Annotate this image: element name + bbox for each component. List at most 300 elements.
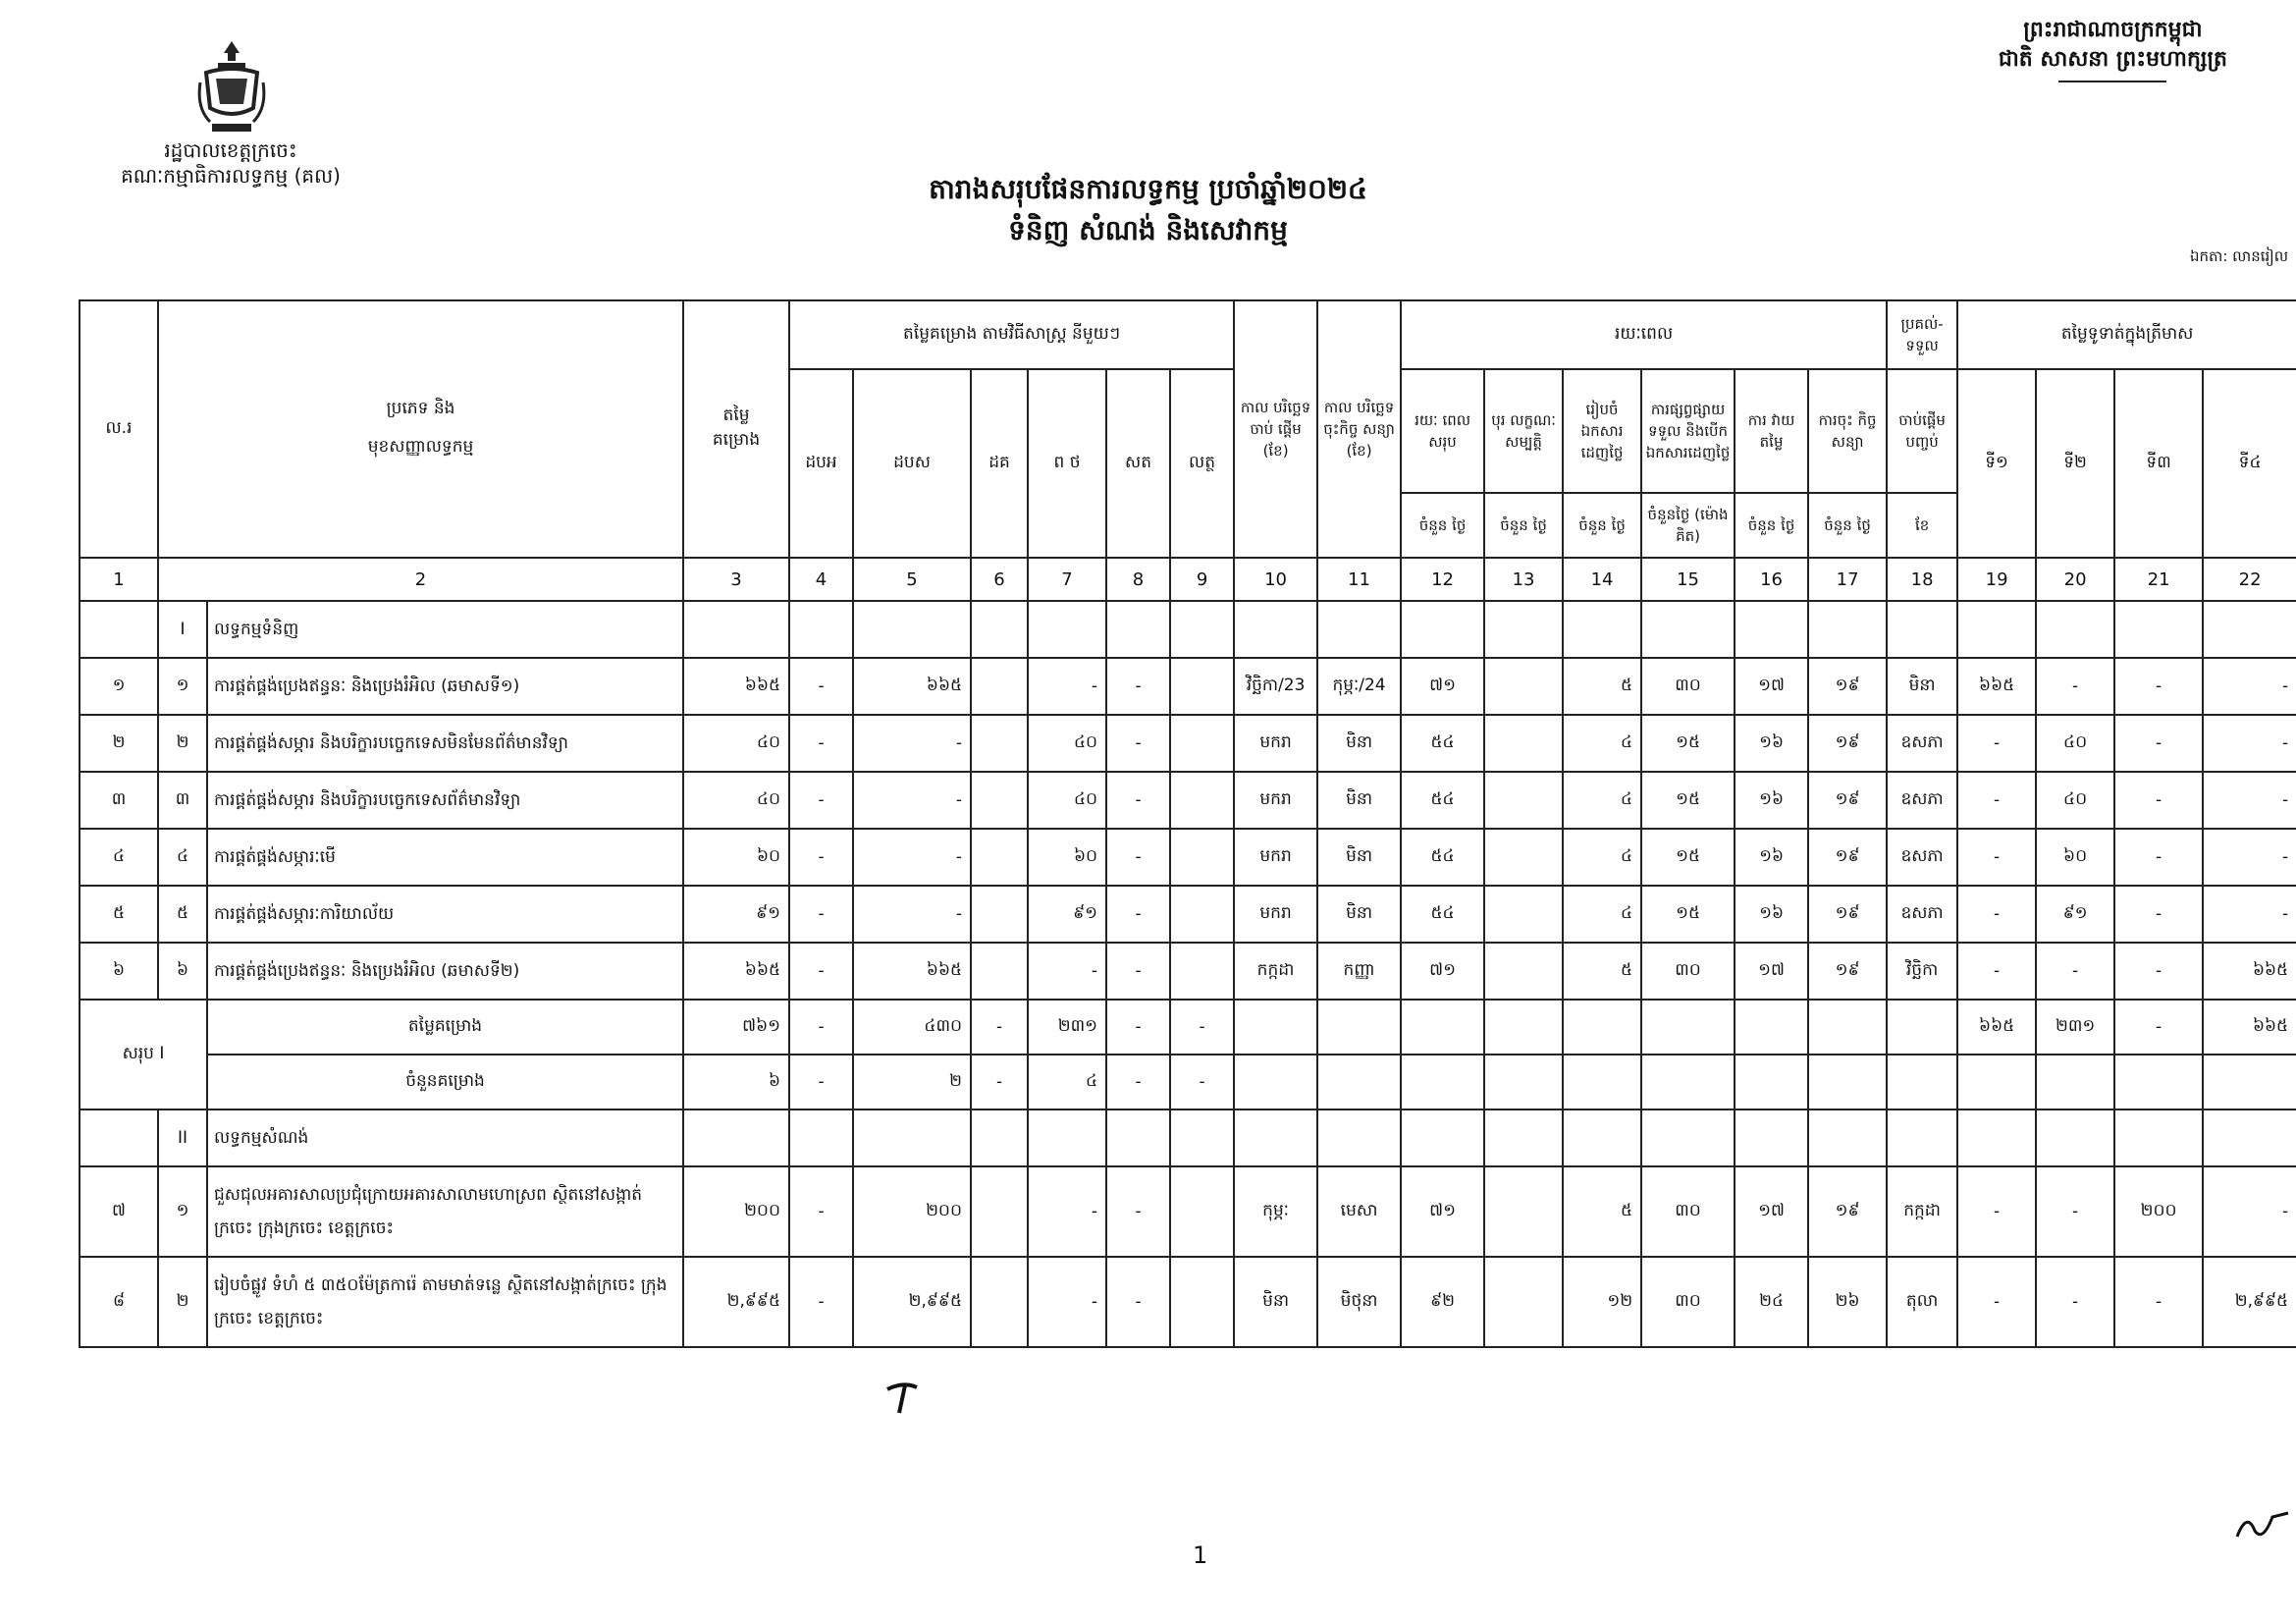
col-5-header: ដបស [853, 369, 971, 558]
cell-d16: ១៧ [1735, 658, 1808, 715]
cell-m4: - [789, 829, 853, 886]
empty-cell [971, 1109, 1028, 1166]
cell-m4: - [789, 1166, 853, 1257]
type-header-line-2: មុខសញ្ញាលទ្ធកម្ម [367, 437, 474, 457]
empty-cell [2036, 1109, 2114, 1166]
cell-sign: មិនា [1317, 829, 1401, 886]
empty-cell [2036, 1055, 2114, 1109]
cell-q2: - [2036, 943, 2114, 1000]
col-15-unit: ចំនួនថ្ងៃ (ម៉ោងគិត) [1641, 493, 1735, 558]
cell-q4: - [2203, 715, 2296, 772]
cell-q1: ៦៦៥ [1957, 658, 2036, 715]
empty-cell [1170, 601, 1234, 658]
cell-d17: ១៩ [1808, 772, 1887, 829]
cell-q1: - [1957, 943, 2036, 1000]
section-title: លទ្ធកម្មសំណង់ [207, 1109, 683, 1166]
col-17-unit: ចំនួន ថ្ងៃ [1808, 493, 1887, 558]
col-number: 20 [2036, 558, 2114, 601]
col-number: 14 [1563, 558, 1641, 601]
cell-sub: ៦ [158, 943, 207, 1000]
cell-p18: ឧសភា [1887, 772, 1957, 829]
cell-sign: មិថុនា [1317, 1257, 1401, 1347]
empty-cell [1887, 1055, 1957, 1109]
empty-cell [1808, 601, 1887, 658]
cell-q4: - [2203, 772, 2296, 829]
cell-q4: - [2203, 886, 2296, 943]
cell-price: ៤០ [683, 715, 789, 772]
empty-cell [1957, 1055, 2036, 1109]
cell-desc: ការផ្គត់ផ្គង់សម្ភារ និងបរិក្ខារបច្ចេកទេសព័ត៌មានវិទ្យា [207, 772, 683, 829]
empty-cell [1484, 1000, 1563, 1055]
empty-cell [1641, 1000, 1735, 1055]
cell-q3: - [2114, 943, 2203, 1000]
cell-m5: ២០០ [853, 1166, 971, 1257]
price-header-line-2: គម្រោង [712, 430, 761, 450]
cell-sign: មិនា [1317, 772, 1401, 829]
cell-p18: ឧសភា [1887, 715, 1957, 772]
empty-cell [1735, 601, 1808, 658]
cell-sub: ២ [158, 1257, 207, 1347]
cell-m6 [971, 943, 1028, 1000]
total-q2: ២៣១ [2036, 1000, 2114, 1055]
cell-d13 [1484, 886, 1563, 943]
cell-q3: - [2114, 658, 2203, 715]
cell-d15: ១៥ [1641, 772, 1735, 829]
header-row-1 [80, 300, 2296, 369]
empty-cell [1563, 601, 1641, 658]
cell-d14: ៤ [1563, 829, 1641, 886]
cell-d17: ១៩ [1808, 943, 1887, 1000]
count-m8: - [1106, 1055, 1170, 1109]
cell-m9 [1170, 943, 1234, 1000]
cell-q2: - [2036, 658, 2114, 715]
total-q4: ៦៦៥ [2203, 1000, 2296, 1055]
cell-q2: ៩១ [2036, 886, 2114, 943]
cell-m5: - [853, 715, 971, 772]
cell-q4: - [2203, 658, 2296, 715]
duration-group-header: រយៈពេល [1401, 300, 1887, 369]
col-21-header: ទី៣ [2114, 369, 2203, 558]
empty-cell [1735, 1000, 1808, 1055]
table-row [80, 1257, 2296, 1347]
empty-cell [1484, 601, 1563, 658]
cell-no: ៣ [80, 772, 158, 829]
col-20-header: ទី២ [2036, 369, 2114, 558]
col-number: 17 [1808, 558, 1887, 601]
admin-line-2: គណៈកម្មាធិការលទ្ធកម្ម (គល) [121, 164, 341, 188]
empty-cell [853, 1109, 971, 1166]
col-number: 7 [1028, 558, 1106, 601]
col-12-unit: ចំនួន ថ្ងៃ [1401, 493, 1484, 558]
col-number: 16 [1735, 558, 1808, 601]
cell-no: ៤ [80, 829, 158, 886]
empty-cell [1234, 601, 1317, 658]
cell-m6 [971, 1257, 1028, 1347]
cell-m5: ៦៦៥ [853, 943, 971, 1000]
cell-desc: ការផ្គត់ផ្គង់ប្រេងឥន្ធនៈ និងប្រេងរំអិល (ឆមាសទី១) [207, 658, 683, 715]
cell-d13 [1484, 1166, 1563, 1257]
empty-cell [1563, 1109, 1641, 1166]
cell-sign: មិនា [1317, 715, 1401, 772]
empty-cell [1170, 1109, 1234, 1166]
col-12-header: រយៈ ពេល សរុប [1401, 369, 1484, 493]
cell-d12: ៥៤ [1401, 715, 1484, 772]
section-roman: I [158, 601, 207, 658]
empty-cell [1641, 1055, 1735, 1109]
empty-cell [1234, 1055, 1317, 1109]
motto-divider [2058, 81, 2166, 82]
summary-total-row [80, 1000, 2296, 1055]
col-14-header: រៀបចំ ឯកសារ ដេញថ្លៃ [1563, 369, 1641, 493]
total-m4: - [789, 1000, 853, 1055]
cell-d13 [1484, 772, 1563, 829]
cell-m9 [1170, 1166, 1234, 1257]
col-18-header-top: ប្រគល់-ទទួល [1887, 300, 1957, 369]
unit-label: ឯកតា: លានរៀល [2190, 247, 2288, 265]
procurement-plan-table [79, 299, 2296, 1348]
cell-d13 [1484, 658, 1563, 715]
cell-d14: ១២ [1563, 1257, 1641, 1347]
empty-cell [1234, 1000, 1317, 1055]
cell-desc: ការផ្គត់ផ្គង់ប្រេងឥន្ធនៈ និងប្រេងរំអិល (ឆមាសទី២) [207, 943, 683, 1000]
cell-m8: - [1106, 829, 1170, 886]
table-row [80, 1166, 2296, 1257]
cell-d12: ៩២ [1401, 1257, 1484, 1347]
cell-q2: ៤០ [2036, 715, 2114, 772]
col-number: 2 [158, 558, 683, 601]
col-number: 10 [1234, 558, 1317, 601]
cell-d15: ៣០ [1641, 943, 1735, 1000]
cell-sub: ៤ [158, 829, 207, 886]
quarter-group-header: តម្លៃទូទាត់ក្នុងត្រីមាស [1957, 300, 2296, 369]
cell-m8: - [1106, 772, 1170, 829]
cell-d16: ១៦ [1735, 829, 1808, 886]
cell-m6 [971, 772, 1028, 829]
cell-desc: ជួសជុលអគារសាលប្រជុំក្រោយអគារសាលាមហោស្រព ស្ថិតនៅសង្កាត់ក្រចេះ ក្រុងក្រចេះ ខេត្តក្រចេះ [207, 1166, 683, 1257]
cell-price: ៩១ [683, 886, 789, 943]
cell-d14: ៥ [1563, 658, 1641, 715]
col-22-header: ទី៤ [2203, 369, 2296, 558]
count-m7: ៤ [1028, 1055, 1106, 1109]
empty-cell [1563, 1055, 1641, 1109]
cell-p18: តុលា [1887, 1257, 1957, 1347]
cell-m6 [971, 1166, 1028, 1257]
cell-sub: ១ [158, 658, 207, 715]
cell-m9 [1170, 715, 1234, 772]
cell-start: វិច្ឆិកា/23 [1234, 658, 1317, 715]
cell-m8: - [1106, 943, 1170, 1000]
empty-cell [1808, 1109, 1887, 1166]
empty-cell [2203, 1055, 2296, 1109]
cell-price: ៦៦៥ [683, 943, 789, 1000]
col-number: 18 [1887, 558, 1957, 601]
cell-p18: មិនា [1887, 658, 1957, 715]
empty-cell [2114, 601, 2203, 658]
cell-d13 [1484, 1257, 1563, 1347]
cell-m8: - [1106, 886, 1170, 943]
cell-q1: - [1957, 1166, 2036, 1257]
kingdom-line-1: ព្រះរាជាណាចក្រកម្ពុជា [2023, 18, 2203, 42]
cell-m5: - [853, 772, 971, 829]
cell-no: ៨ [80, 1257, 158, 1347]
cell-m7: ៩១ [1028, 886, 1106, 943]
empty-cell [1401, 1109, 1484, 1166]
empty-cell [1641, 601, 1735, 658]
cell-m7: ៦០ [1028, 829, 1106, 886]
total-price: ៧៦១ [683, 1000, 789, 1055]
cell-m8: - [1106, 1257, 1170, 1347]
cell-m5: ២,៩៩៥ [853, 1257, 971, 1347]
signature-mark-icon [2233, 1507, 2292, 1542]
cell-p18: ឧសភា [1887, 829, 1957, 886]
empty-cell [1735, 1055, 1808, 1109]
cell-q3: - [2114, 772, 2203, 829]
cell-m4: - [789, 943, 853, 1000]
count-m5: ២ [853, 1055, 971, 1109]
cell-q1: - [1957, 886, 2036, 943]
cell-m4: - [789, 772, 853, 829]
column-number-row [80, 558, 2296, 601]
cell-d16: ១៦ [1735, 886, 1808, 943]
cell-m7: - [1028, 943, 1106, 1000]
total-m5: ៤៣០ [853, 1000, 971, 1055]
col-17-header: ការចុះ កិច្ច សន្យា [1808, 369, 1887, 493]
table-row [80, 886, 2296, 943]
cell-m9 [1170, 886, 1234, 943]
empty-cell [683, 601, 789, 658]
empty-cell [789, 1109, 853, 1166]
cell-d16: ១៦ [1735, 772, 1808, 829]
cell-no: ៥ [80, 886, 158, 943]
cell-q2: - [2036, 1166, 2114, 1257]
col-18-unit: ខែ [1887, 493, 1957, 558]
col-number: 13 [1484, 558, 1563, 601]
cell-m4: - [789, 658, 853, 715]
section-heading-row [80, 1109, 2296, 1166]
cell-d17: ១៩ [1808, 829, 1887, 886]
empty-cell [1887, 601, 1957, 658]
col-number: 1 [80, 558, 158, 601]
cell-sign: មេសា [1317, 1166, 1401, 1257]
empty-cell [1028, 601, 1106, 658]
col-no-header: ល.រ [80, 300, 158, 558]
col-number: 21 [2114, 558, 2203, 601]
cell-sub: ១ [158, 1166, 207, 1257]
empty-cell [1957, 1109, 2036, 1166]
cell-sign: មិនា [1317, 886, 1401, 943]
cell-m7: ៤០ [1028, 772, 1106, 829]
cell-d12: ៧១ [1401, 1166, 1484, 1257]
col-8-header: សត [1106, 369, 1170, 558]
cell-d15: ៣០ [1641, 658, 1735, 715]
cell-d14: ៤ [1563, 715, 1641, 772]
cell-q3: ២០០ [2114, 1166, 2203, 1257]
cell-m6 [971, 886, 1028, 943]
col-start-header: កាល បរិច្ឆេទ ចាប់ ផ្ដើម (ខែ) [1234, 300, 1317, 558]
title-line-2: ទំនិញ សំណង់ និងសេវាកម្ម [1008, 214, 1288, 246]
price-header-line-1: តម្លៃ [722, 406, 750, 425]
total-m8: - [1106, 1000, 1170, 1055]
cell-price: ២០០ [683, 1166, 789, 1257]
cell-d16: ២៤ [1735, 1257, 1808, 1347]
cell-q1: - [1957, 715, 2036, 772]
cell-m7: - [1028, 658, 1106, 715]
cell-m9 [1170, 829, 1234, 886]
empty-cell [80, 601, 158, 658]
section-heading-row [80, 601, 2296, 658]
cell-m9 [1170, 1257, 1234, 1347]
col-16-header: ការ វាយ តម្លៃ [1735, 369, 1808, 493]
summary-label: សរុប I [80, 1000, 207, 1109]
cell-p18: ឧសភា [1887, 886, 1957, 943]
empty-cell [1028, 1109, 1106, 1166]
col-13-unit: ចំនួន ថ្ងៃ [1484, 493, 1563, 558]
cell-d14: ៥ [1563, 1166, 1641, 1257]
col-number: 22 [2203, 558, 2296, 601]
cell-d12: ៧១ [1401, 943, 1484, 1000]
empty-cell [1317, 1000, 1401, 1055]
cell-q1: - [1957, 1257, 2036, 1347]
col-19-header: ទី១ [1957, 369, 2036, 558]
cell-no: ២ [80, 715, 158, 772]
cell-d15: ១៥ [1641, 886, 1735, 943]
document-title [0, 169, 2296, 251]
table-row [80, 829, 2296, 886]
col-number: 8 [1106, 558, 1170, 601]
empty-cell [1317, 1109, 1401, 1166]
cell-d17: ២៦ [1808, 1257, 1887, 1347]
cell-d13 [1484, 715, 1563, 772]
cell-d15: ១៥ [1641, 829, 1735, 886]
col-6-header: ដគ [971, 369, 1028, 558]
cell-price: ៦០ [683, 829, 789, 886]
handwritten-mark-icon [883, 1380, 923, 1419]
table-row [80, 772, 2296, 829]
cell-d16: ១៧ [1735, 943, 1808, 1000]
cell-q1: - [1957, 772, 2036, 829]
admin-line-1: រដ្ឋបាលខេត្តក្រចេះ [164, 138, 297, 162]
col-number: 5 [853, 558, 971, 601]
cell-m6 [971, 658, 1028, 715]
empty-cell [1317, 601, 1401, 658]
col-14-unit: ចំនួន ថ្ងៃ [1563, 493, 1641, 558]
empty-cell [1641, 1109, 1735, 1166]
cell-price: ៤០ [683, 772, 789, 829]
cell-sub: ៣ [158, 772, 207, 829]
section-title: លទ្ធកម្មទំនិញ [207, 601, 683, 658]
cell-start: មករា [1234, 715, 1317, 772]
cell-m7: ៤០ [1028, 715, 1106, 772]
cell-desc: ការផ្គត់ផ្គង់សម្ភារ និងបរិក្ខារបច្ចេកទេសមិនមែនព័ត៌មានវិទ្យា [207, 715, 683, 772]
empty-cell [789, 601, 853, 658]
cell-no: ៧ [80, 1166, 158, 1257]
cell-sign: កញ្ញា [1317, 943, 1401, 1000]
col-number: 6 [971, 558, 1028, 601]
cell-sign: កុម្ភៈ/24 [1317, 658, 1401, 715]
cell-d17: ១៩ [1808, 886, 1887, 943]
col-number: 19 [1957, 558, 2036, 601]
cell-p18: កក្កដា [1887, 1166, 1957, 1257]
empty-cell [80, 1109, 158, 1166]
col-15-header: ការផ្សព្វផ្សាយ ទទួល និងបើក ឯកសារដេញថ្លៃ [1641, 369, 1735, 493]
cell-m8: - [1106, 658, 1170, 715]
count-label: ចំនួនគម្រោង [207, 1055, 683, 1109]
page-number: 1 [1193, 1542, 1208, 1569]
cell-d15: ៣០ [1641, 1257, 1735, 1347]
count-m9: - [1170, 1055, 1234, 1109]
cell-d12: ៥៤ [1401, 829, 1484, 886]
cell-d15: ៣០ [1641, 1166, 1735, 1257]
cell-m9 [1170, 772, 1234, 829]
cell-d17: ១៩ [1808, 658, 1887, 715]
empty-cell [1957, 601, 2036, 658]
total-m7: ២៣១ [1028, 1000, 1106, 1055]
table-row [80, 715, 2296, 772]
count-price: ៦ [683, 1055, 789, 1109]
cell-price: ៦៦៥ [683, 658, 789, 715]
cell-d12: ៥៤ [1401, 886, 1484, 943]
cell-desc: ការផ្គត់ផ្គង់សម្ភារៈមើ [207, 829, 683, 886]
cell-start: មករា [1234, 886, 1317, 943]
empty-cell [1808, 1000, 1887, 1055]
empty-cell [1317, 1055, 1401, 1109]
cell-m6 [971, 715, 1028, 772]
col-price-header [683, 300, 789, 558]
kingdom-line-2: ជាតិ សាសនា ព្រះមហាក្សត្រ [1998, 47, 2227, 72]
col-4-header: ដបអ [789, 369, 853, 558]
cell-d17: ១៩ [1808, 715, 1887, 772]
count-m4: - [789, 1055, 853, 1109]
cell-p18: វិច្ឆិកា [1887, 943, 1957, 1000]
cell-d15: ១៥ [1641, 715, 1735, 772]
cell-start: កក្កដា [1234, 943, 1317, 1000]
cell-start: មករា [1234, 772, 1317, 829]
cell-m4: - [789, 1257, 853, 1347]
total-price-label: តម្លៃគម្រោង [207, 1000, 683, 1055]
col-number: 11 [1317, 558, 1401, 601]
col-sign-header: កាល បរិច្ឆេទ ចុះកិច្ច សន្យា (ខែ) [1317, 300, 1401, 558]
cell-q1: - [1957, 829, 2036, 886]
col-18-header-mid [1887, 369, 1957, 493]
cell-sub: ២ [158, 715, 207, 772]
methods-group-header: តម្លៃគម្រោង តាមវិធីសាស្ត្រ នីមួយៗ [789, 300, 1234, 369]
cell-d14: ៤ [1563, 772, 1641, 829]
empty-cell [971, 601, 1028, 658]
col-number: 3 [683, 558, 789, 601]
cell-q3: - [2114, 886, 2203, 943]
cell-q3: - [2114, 829, 2203, 886]
cell-q4: ២,៩៩៥ [2203, 1257, 2296, 1347]
cell-d14: ៥ [1563, 943, 1641, 1000]
kingdom-motto [1999, 16, 2227, 82]
cell-no: ៦ [80, 943, 158, 1000]
col-number: 4 [789, 558, 853, 601]
col-7-header: ព ថ [1028, 369, 1106, 558]
cell-q2: ៦០ [2036, 829, 2114, 886]
empty-cell [1887, 1000, 1957, 1055]
total-q1: ៦៦៥ [1957, 1000, 2036, 1055]
empty-cell [1401, 1000, 1484, 1055]
cell-q3: - [2114, 1257, 2203, 1347]
table-row [80, 943, 2296, 1000]
type-header-line-1: ប្រភេទ និង [386, 399, 455, 418]
cell-d17: ១៩ [1808, 1166, 1887, 1257]
col-number: 12 [1401, 558, 1484, 601]
empty-cell [1106, 601, 1170, 658]
col-13-header: បុរ លក្ខណៈ សម្បត្តិ [1484, 369, 1563, 493]
empty-cell [1808, 1055, 1887, 1109]
empty-cell [1887, 1109, 1957, 1166]
